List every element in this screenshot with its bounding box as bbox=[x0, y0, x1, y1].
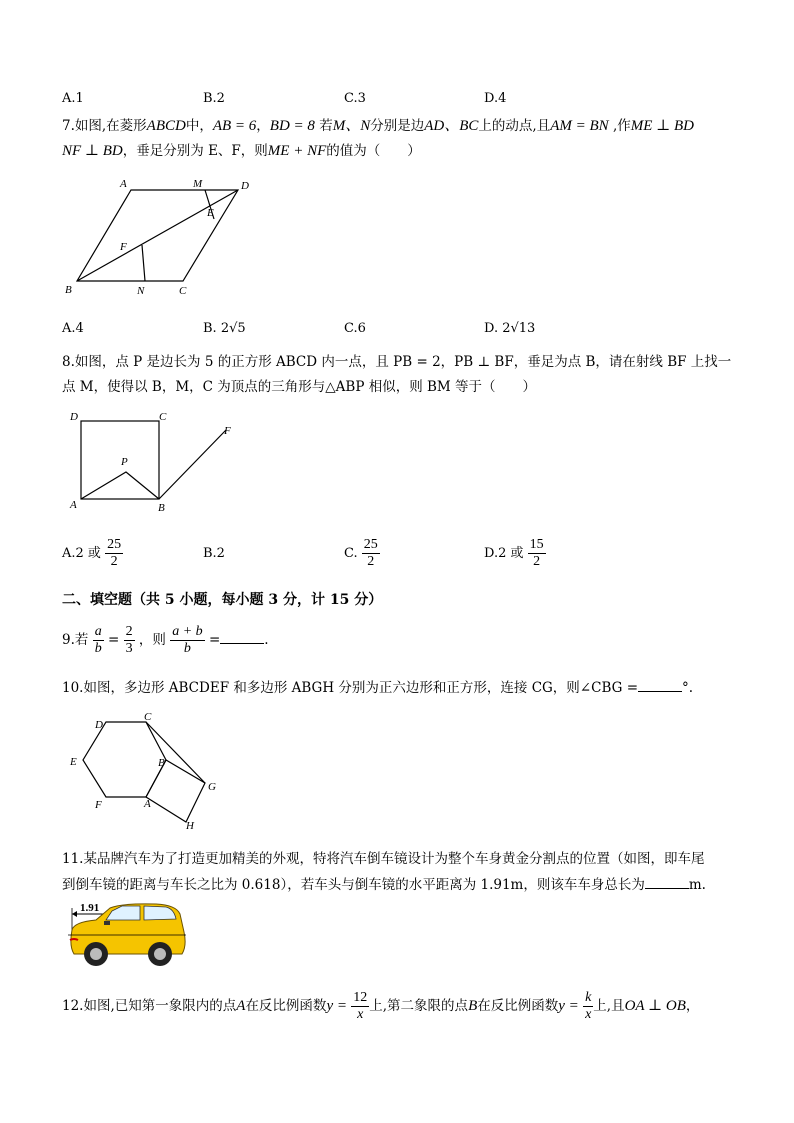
q11-line2: 到倒车镜的距离与车长之比为 0.618），若车头与倒车镜的水平距离为 1.91m，则该车车身总长为 m. bbox=[62, 874, 706, 895]
q6-option-d: D.4 bbox=[484, 91, 507, 106]
q7-line1: 7.如图,在菱形ABCD中，AB = 6，BD = 8 若M、N分别是边AD、BC上的动点,且AM = BN ,作ME ⊥ BD bbox=[62, 118, 695, 134]
q8-option-b: B.2 bbox=[203, 546, 225, 561]
label-h: H bbox=[186, 820, 194, 832]
q9-answer-blank[interactable] bbox=[220, 629, 264, 644]
label-d: D bbox=[241, 180, 249, 192]
label-b: B bbox=[158, 757, 165, 769]
label-c: C bbox=[179, 285, 187, 297]
q7-option-b: B. 2√5 bbox=[203, 321, 246, 336]
section-heading-fill-in: 二、填空题（共 5 小题，每小题 3 分，计 15 分） bbox=[62, 592, 383, 608]
segment-nf bbox=[142, 245, 145, 281]
diagonal-bd bbox=[77, 190, 238, 281]
q11-car-figure bbox=[66, 900, 192, 972]
label-p: P bbox=[121, 456, 128, 468]
segment-cg bbox=[146, 722, 205, 783]
label-f: F bbox=[95, 799, 102, 811]
q9-line: 9.若 $\frac{a}{b}$ = $\frac{2}{3}$ ，则 $\frac{a + b}{b}$ = . bbox=[62, 624, 269, 656]
label-a: A bbox=[120, 178, 127, 190]
label-a: A bbox=[70, 499, 77, 511]
label-g: G bbox=[208, 781, 216, 793]
label-b: B bbox=[65, 284, 72, 296]
q12-line: 12.如图,已知第一象限内的点A在反比例函数y = $\frac{12}{x}$ 上,第二象限的点B在反比例函数y = $\frac{k}{x}$ 上,且OA ⊥ OB， bbox=[62, 990, 700, 1022]
q7-option-d: D. 2√13 bbox=[484, 321, 536, 336]
q11-line1: 11.某品牌汽车为了打造更加精美的外观，特将汽车倒车镜设计为整个车身黄金分割点的位置（如图，即车尾 bbox=[62, 851, 705, 867]
label-d: D bbox=[95, 719, 103, 731]
q8-line1: 8.如图，点 P 是边长为 5 的正方形 ABCD 内一点，且 PB = 2，PB ⊥ BF，垂足为点 B，请在射线 BF 上找一 bbox=[62, 354, 732, 370]
q10-hexagon-square-figure bbox=[62, 707, 232, 832]
q6-option-a: A.1 bbox=[62, 91, 84, 106]
label-m: M bbox=[193, 178, 203, 190]
ray-bf bbox=[159, 430, 226, 499]
q6-option-c: C.3 bbox=[344, 91, 366, 106]
q10-line: 10.如图，多边形 ABCDEF 和多边形 ABGH 分别为正六边形和正方形，连接 CG，则∠CBG = °. bbox=[62, 677, 693, 698]
q8-square-figure bbox=[60, 405, 250, 520]
label-f: F bbox=[224, 425, 231, 437]
q10-answer-blank[interactable] bbox=[638, 677, 682, 692]
q7-option-c: C.6 bbox=[344, 321, 366, 336]
label-a: A bbox=[144, 798, 151, 810]
label-n: N bbox=[137, 285, 145, 297]
q7-rhombus-figure bbox=[55, 170, 265, 300]
square-abcd bbox=[81, 421, 159, 499]
arrow-left-icon bbox=[72, 911, 77, 917]
q8-line2: 点 M，使得以 B，M，C 为顶点的三角形与△ABP 相似，则 BM 等于（ ） bbox=[62, 379, 537, 395]
q8-option-a: A.2 或 $\frac{25}{2}$ bbox=[62, 537, 122, 569]
label-f: F bbox=[120, 241, 127, 253]
label-c: C bbox=[159, 411, 167, 423]
q6-option-b: B.2 bbox=[203, 91, 225, 106]
q7-option-a: A.4 bbox=[62, 321, 84, 336]
q8-option-c: C. $\frac{25}{2}$ bbox=[344, 537, 378, 569]
label-e: E bbox=[207, 207, 214, 219]
label-e: E bbox=[70, 756, 77, 768]
triangle-apb-sides bbox=[81, 472, 159, 499]
label-c: C bbox=[144, 711, 152, 723]
hexagon-abcdef bbox=[83, 722, 166, 797]
square-abgh bbox=[146, 760, 205, 822]
car-mirror bbox=[104, 921, 110, 925]
q11-answer-blank[interactable] bbox=[645, 874, 689, 889]
q7-line2: NF ⊥ BD，垂足分别为 E、F，则ME + NF的值为（ ） bbox=[62, 143, 421, 159]
label-b: B bbox=[158, 502, 165, 514]
q8-option-d: D.2 或 $\frac{15}{2}$ bbox=[484, 537, 544, 569]
headlight bbox=[70, 939, 78, 940]
dimension-label: 1.91 bbox=[80, 902, 100, 914]
label-d: D bbox=[70, 411, 78, 423]
